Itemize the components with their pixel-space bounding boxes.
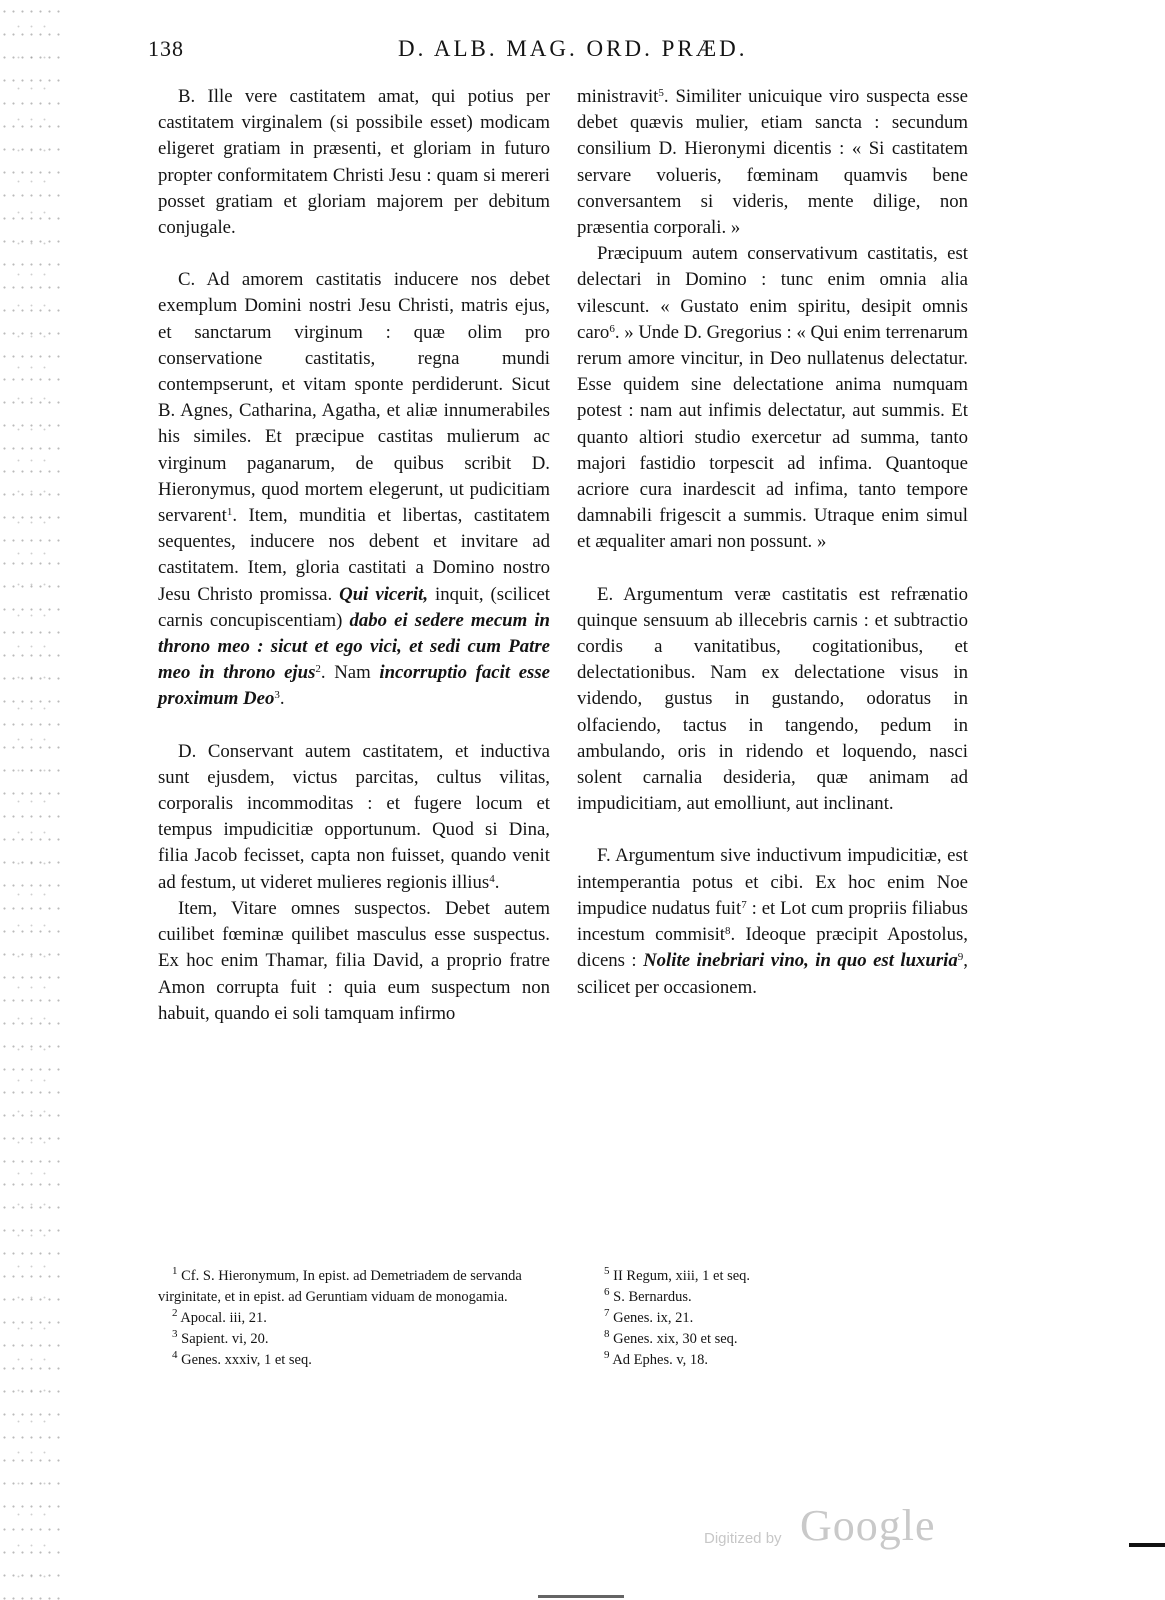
footnote: $^6$ S. Bernardus.	[604, 1286, 692, 1305]
paragraph-f: F. Argumentum sive inductivum impudicitiæ, est intemperantia potus et cibi. Ex hoc enim Noe impudice nudatus fuit$^7$ : et Lot cum propriis filiabus incestum commisit$^8$. Ideoque præcipit Apostolus, dicens : Nolite inebriari vino, in quo est luxuria$^9$, scilicet per occasionem.	[577, 845, 968, 998]
footnote: $^7$ Genes. ix, 21.	[604, 1307, 694, 1326]
paragraph-b: B. Ille vere castitatem amat, qui potius per castitatem virginalem (si possibile esset) modicam eligeret gratiam in præsenti, et gloriam in futuro propter conformitatem Christi Jesu : quam si mereri posset gratiam et gloriam majorem per debitum conjugale.	[158, 86, 550, 239]
footnote-ref: 1	[226, 506, 233, 519]
footnote: $^5$ II Regum, xiii, 1 et seq.	[604, 1265, 751, 1284]
footnotes-right	[590, 1266, 950, 1371]
right-text-column	[577, 84, 968, 1001]
watermark-prefix: Digitized by	[704, 1530, 782, 1547]
footnote: $^3$ Sapient. vi, 20.	[172, 1328, 269, 1347]
footnote-ref: 9	[957, 951, 964, 964]
scripture-quote: Nolite inebriari vino, in quo est luxuria	[643, 950, 958, 972]
footnotes-left	[158, 1266, 550, 1371]
scan-bottom-mark	[538, 1595, 624, 1598]
paragraph-d: D. Conservant autem castitatem, et inductiva sunt ejusdem, victus parcitas, cultus vilitas, corporalis incommoditas : et fugere locum et tempus impudicitiæ opportunum. Quod si Dina, filia Jacob fecisset, capta non fuisset, quando venit ad festum, ut videret mulieres regionis illius$^4$.	[158, 740, 550, 893]
footnote: $^8$ Genes. xix, 30 et seq.	[604, 1328, 738, 1347]
scan-edge-noise-secondary	[8, 0, 48, 1600]
footnote-ref: 2	[315, 663, 321, 676]
google-watermark	[704, 1500, 944, 1560]
footnote-ref: 8	[725, 925, 731, 938]
footnote: $^4$ Genes. xxxiv, 1 et seq.	[172, 1349, 312, 1368]
running-head: D. ALB. MAG. ORD. PRÆD.	[398, 36, 748, 61]
footnote-ref: 4	[489, 872, 495, 885]
footnote: $^2$ Apocal. iii, 21.	[172, 1307, 267, 1326]
scripture-quote: Qui vicerit,	[339, 583, 429, 605]
footnote-ref: 7	[741, 898, 747, 911]
paragraph-item-vitare: Item, Vitare omnes suspectos. Debet autem cuilibet fœminæ quilibet masculus esse suspectus. Ex hoc enim Thamar, filia David, a proprio fratre Amon corrupta fuit : quia eum suspectum non habuit, quando ei soli tamquam infirmo	[158, 897, 550, 1024]
paragraph-praecipuum: Præcipuum autem conservativum castitatis, est delectari in Domino : tunc enim omnia alia vilescunt. « Gustato enim spiritu, desipit omnis caro$^6$. » Unde D. Gregorius : « Qui enim terrenarum rerum amore vincitur, in Deo nullatenus delectatur. Esse quidem sine delectatione anima numquam potest : nam aut infimis delectatur, aut summis. Et quanto altiori studio exercetur ad summa, tanto majori fastidio torpescit ad infima. Quantoque acriore cura inardescit ad infima, tanto tempore damnabili frigescit a summis. Utraque enim simul et æqualiter amari non possunt. »	[577, 243, 968, 553]
scripture-quote: dabo ei sedere mecum in throno meo : sicut et ego vici, et sedi cum Patre meo in throno ejus	[158, 609, 550, 684]
paragraph-ministravit: ministravit$^5$. Similiter unicuique viro suspecta esse debet quævis mulier, etiam sancta : secundum consilium D. Hieronymi dicentis : « Si castitatem servare volueris, fœminam quamvis bene conversantem si videris, mente dilige, non præsentia corporali. »	[577, 86, 968, 239]
footnote: $^9$ Ad Ephes. v, 18.	[604, 1349, 709, 1368]
footnote: $^1$ Cf. S. Hieronymum, In epist. ad Demetriadem de servanda virginitate, et in epist. ad Geruntiam viduam de monogamia.	[158, 1265, 522, 1305]
paragraph-e: E. Argumentum veræ castitatis est refrænatio quinque sensuum ab illecebris carnis : et subtractio cordis a vanitatibus, cogitationibus, et delectationibus. Nam ex delectatione visus in videndo, gustus in gustando, odoratus in olfaciendo, tactus in tangendo, pedum in ambulando, oris in ridendo et loquendo, nasci solent carnalia desideria, quæ animam ad impudicitiam, aut emolliunt, aut inclinant.	[577, 583, 968, 815]
footnote-ref: 3	[274, 689, 280, 702]
page-number: 138	[148, 36, 184, 61]
google-logo: Google	[800, 1501, 936, 1550]
page-header	[148, 36, 958, 68]
left-text-column	[158, 84, 550, 1027]
footnote-ref: 6	[609, 322, 615, 335]
scripture-quote: incorruptio facit esse proximum Deo	[158, 662, 550, 710]
footnote-ref: 5	[658, 87, 664, 99]
paragraph-c: C. Ad amorem castitatis inducere nos debet exemplum Domini nostri Jesu Christi, matris ejus, et sanctarum virginum : quæ olim pro conservatione castitatis, regna mundi contempserunt, et vitam sponte perdiderunt. Sicut B. Agnes, Catharina, Agatha, et aliæ innumerabiles his similes. Et præcipue castitas mulierum ac virginum paganarum, de quibus scribit D. Hieronymus, quod mortem elegerunt, ut pudicitiam servarent$^1$. Item, munditia et libertas, castitatem sequentes, inducere nos debent et invitare ad castitatem. Item, gloria castitati a Domino nostro Jesu Christo promissa. Qui vicerit, inquit, (scilicet carnis concupiscentiam) dabo ei sedere mecum in throno meo : sicut et ego vici, et sedi cum Patre meo in throno ejus$^2$. Nam incorruptio facit esse proximum Deo$^3$.	[158, 269, 551, 710]
scan-edge-mark	[1129, 1543, 1165, 1547]
